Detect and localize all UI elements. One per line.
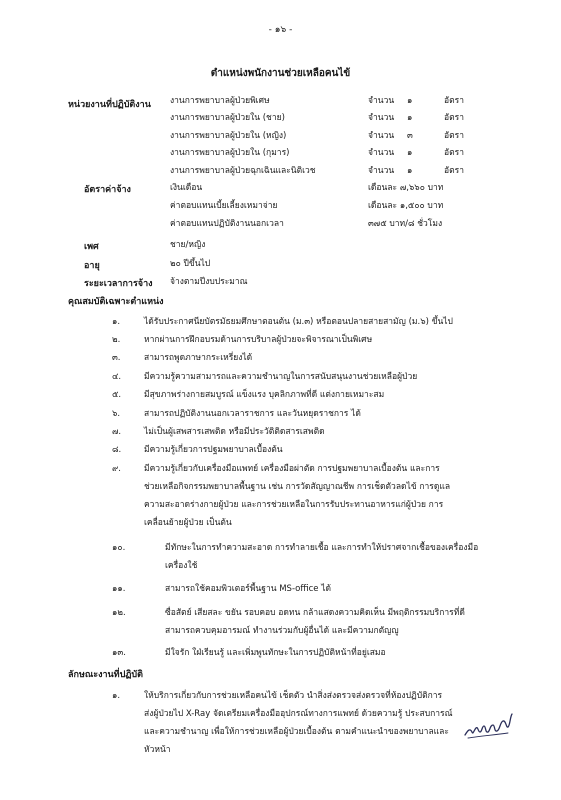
unit-row-name: งานการพยาบาลผู้ป่วยพิเศษ xyxy=(170,96,270,106)
list-item-number: ๓. xyxy=(112,353,121,363)
unit-row-name: งานการพยาบาลผู้ป่วยใน (กุมาร) xyxy=(170,148,290,158)
list-item: ให้บริการเกี่ยวกับการช่วยเหลือคนไข้ เช็ดตัว นำสิ่งส่งตรวจส่งตรวจที่ห้องปฏิบัติการ xyxy=(144,691,443,701)
unit-row-unit: อัตรา xyxy=(444,148,464,158)
sex-label: เพศ xyxy=(84,242,99,252)
unit-row-qty-label: จำนวน xyxy=(368,96,395,106)
unit-row-qty-label: จำนวน xyxy=(368,131,395,141)
list-item-continuation: ช่วยเหลือกิจกรรมพยาบาลพื้นฐาน เช่น การวัดสัญญาณชีพ การเช็ดตัวลดไข้ การดูแล xyxy=(144,482,451,492)
unit-row-name: งานการพยาบาลผู้ป่วยใน (ชาย) xyxy=(170,113,285,123)
list-item-continuation: หัวหน้า xyxy=(144,745,171,755)
signature-icon xyxy=(462,708,514,742)
unit-row-qty: ๑ xyxy=(407,113,413,123)
list-item-number: ๗. xyxy=(112,427,122,437)
unit-row-qty: ๑ xyxy=(407,148,413,158)
age-label: อายุ xyxy=(84,261,100,271)
list-item: ซื่อสัตย์ เสียสละ ขยัน รอบคอบ อดทน กล้าแสดงความคิดเห็น มีพฤติกรรมบริการที่ดี xyxy=(165,608,465,618)
wage-row-amount: เดือนละ ๑,๕๐๐ บาท xyxy=(368,201,444,211)
unit-row-qty: ๑ xyxy=(407,96,413,106)
period-value: จ้างตามปีงบประมาณ xyxy=(170,277,248,287)
list-item-continuation: ส่งผู้ป่วยไป X-Ray จัดเตรียมเครื่องมืออุปกรณ์ทางการแพทย์ ด้วยความรู้ ประสบการณ์ xyxy=(144,709,453,719)
unit-row-qty: ๓ xyxy=(407,131,413,141)
page-number: - ๑๖ - xyxy=(268,25,293,35)
list-item: มีความรู้เกี่ยวกับเครื่องมือแพทย์ เครื่องมือผ่าตัด การปฐมพยาบาลเบื้องต้น และการ xyxy=(144,464,440,474)
list-item: สามารถพูดภาษากระเหรี่ยงได้ xyxy=(144,353,253,363)
list-item-number: ๑๒. xyxy=(112,608,126,618)
unit-row-unit: อัตรา xyxy=(444,113,464,123)
wage-row-name: ค่าตอบแทนเบี้ยเลี้ยงเหมาจ่าย xyxy=(170,201,278,211)
unit-row-qty-label: จำนวน xyxy=(368,113,395,123)
list-item-number: ๘. xyxy=(112,445,122,455)
unit-row-name: งานการพยาบาลผู้ป่วยฉุกเฉินและนิติเวช xyxy=(170,166,316,176)
list-item-number: ๑๐. xyxy=(112,543,126,553)
period-label: ระยะเวลาการจ้าง xyxy=(84,279,153,289)
page-title: ตำแหน่งพนักงานช่วยเหลือคนไข้ xyxy=(210,68,351,79)
list-item-number: ๑. xyxy=(112,691,121,701)
list-item-number: ๒. xyxy=(112,335,121,345)
unit-row-qty: ๑ xyxy=(407,166,413,176)
list-item-number: ๖. xyxy=(112,409,121,419)
list-item-continuation: เคลื่อนย้ายผู้ป่วย เป็นต้น xyxy=(144,518,232,528)
wage-row-name: ค่าตอบแทนปฏิบัติงานนอกเวลา xyxy=(170,219,284,229)
list-item: ได้รับประกาศนียบัตรมัธยมศึกษาตอนต้น (ม.๓) หรือตอนปลายสายสามัญ (ม.๖) ขึ้นไป xyxy=(144,317,453,327)
wage-row-amount: เดือนละ ๗,๖๖๐ บาท xyxy=(368,183,444,193)
duties-label: ลักษณะงานที่ปฏิบัติ xyxy=(68,670,143,680)
list-item-number: ๙. xyxy=(112,464,121,474)
list-item: สามารถใช้คอมพิวเตอร์พื้นฐาน MS-office ได้ xyxy=(165,584,331,594)
list-item: มีสุขภาพร่างกายสมบูรณ์ แข็งแรง บุคลิกภาพที่ดี แต่งกายเหมาะสม xyxy=(144,390,385,400)
list-item-number: ๑๑. xyxy=(112,584,126,594)
list-item-continuation: เครื่องใช้ xyxy=(165,561,198,571)
list-item: ไม่เป็นผู้เสพสารเสพติด หรือมีประวัติติดสารเสพติด xyxy=(144,427,325,437)
sex-value: ชาย/หญิง xyxy=(170,240,206,250)
qualifications-label: คุณสมบัติเฉพาะตำแหน่ง xyxy=(68,297,164,307)
unit-row-name: งานการพยาบาลผู้ป่วยใน (หญิง) xyxy=(170,131,287,141)
list-item-continuation: สามารถควบคุมอารมณ์ ทำงานร่วมกับผู้อื่นได้ และมีความกตัญญู xyxy=(165,626,399,636)
unit-row-qty-label: จำนวน xyxy=(368,166,395,176)
unit-row-qty-label: จำนวน xyxy=(368,148,395,158)
age-value: ๒๐ ปีขึ้นไป xyxy=(170,259,211,269)
unit-row-unit: อัตรา xyxy=(444,96,464,106)
list-item: มีใจรัก ใฝ่เรียนรู้ และเพิ่มพูนทักษะในการปฏิบัติหน้าที่อยู่เสมอ xyxy=(165,648,386,658)
list-item-continuation: และความชำนาญ เพื่อให้การช่วยเหลือผู้ป่วยเบื้องต้น ตามคำแนะนำของพยาบาลและ xyxy=(144,727,449,737)
list-item: มีความรู้เกี่ยวการปฐมพยาบาลเบื้องต้น xyxy=(144,445,283,455)
list-item: หากผ่านการฝึกอบรมด้านการบริบาลผู้ป่วยจะพิจารณาเป็นพิเศษ xyxy=(144,335,373,345)
wage-row-amount: ๓๗๕ บาท/๘ ชั่วโมง xyxy=(368,219,443,229)
list-item: สามารถปฏิบัติงานนอกเวลาราชการ และวันหยุดราชการ ได้ xyxy=(144,409,361,419)
wage-label: อัตราค่าจ้าง xyxy=(84,185,131,195)
unit-row-unit: อัตรา xyxy=(444,166,464,176)
list-item: มีความรู้ความสามารถและความชำนาญในการสนับสนุนงานช่วยเหลือผู้ป่วย xyxy=(144,372,418,382)
list-item-number: ๔. xyxy=(112,372,122,382)
unit-label: หน่วยงานที่ปฏิบัติงาน xyxy=(68,100,151,110)
unit-row-unit: อัตรา xyxy=(444,131,464,141)
list-item-number: ๑๓. xyxy=(112,648,126,658)
list-item-number: ๕. xyxy=(112,390,122,400)
list-item: มีทักษะในการทำความสะอาด การทำลายเชื้อ และการทำให้ปราศจากเชื้อของเครื่องมือ xyxy=(165,543,479,553)
list-item-continuation: ความสะอาดร่างกายผู้ป่วย และการช่วยเหลือในการรับประทานอาหารแก่ผู้ป่วย การ xyxy=(144,500,444,510)
list-item-number: ๑. xyxy=(112,317,121,327)
wage-row-name: เงินเดือน xyxy=(170,183,203,193)
